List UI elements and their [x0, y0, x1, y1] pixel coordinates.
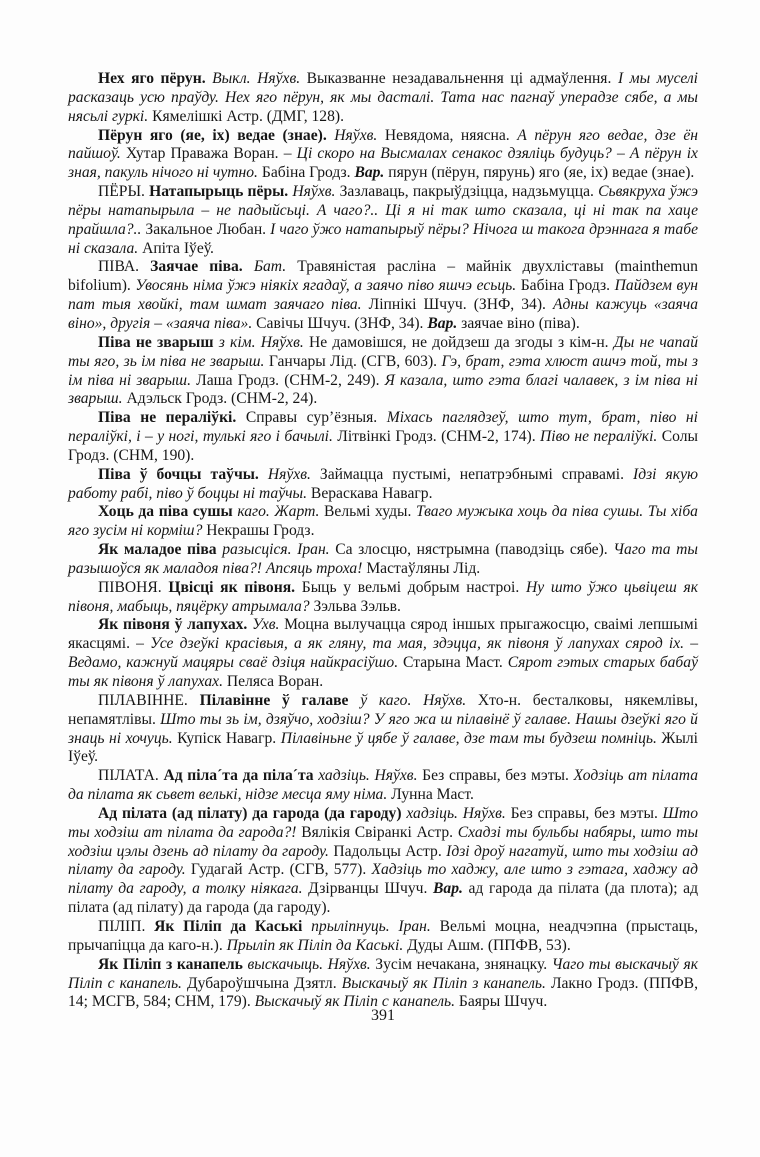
regular-run: Пеляса Воран.	[226, 673, 324, 690]
regular-run: Купіск Навагр.	[177, 729, 281, 747]
regular-run: Дзірванцы Шчуч.	[308, 880, 434, 898]
italic-run: Няўхв.	[292, 183, 340, 201]
italic-run: Піво не пераліўкі.	[540, 428, 662, 446]
italic-run: Хадзіць то хаджу, але што з гэтага, хаджу ад пілату да гароду, а толку ніякага.	[68, 861, 698, 898]
headword-bold-run: Ад пілата (ад пілату) да гарода (да гароду)	[98, 804, 407, 822]
headword-bold-run: Нех яго пёрун.	[98, 70, 213, 87]
regular-run: пярун (пёрун, пярунь) яго (яе, іх) ведае (знае).	[388, 164, 695, 182]
headword-bold-run: Пёрун яго (яе, іх) ведае (знае).	[98, 126, 335, 144]
regular-run: Жылі Іўеў.	[68, 729, 698, 766]
variant-label-run: Вар.	[433, 880, 469, 898]
italic-run: ў каго. Няўхв.	[360, 691, 478, 709]
italic-run: Міхась паглядзеў, што тут, брат, піво ні пераліўкі, і – у ногі, тулькі яго і бачылі.	[68, 409, 698, 446]
regular-run: Гудагай Астр. (СГВ, 577).	[190, 861, 372, 879]
italic-run: І мы муселі расказаць усю праўду. Нех яго пёрун, як мы дасталі. Тата нас пагнаў уперадзе сябе, а мы нясьлі гуркі.	[68, 70, 698, 125]
regular-run: ПІЛАТА.	[98, 767, 164, 785]
page-number: 391	[371, 1007, 395, 1024]
regular-run: Бабіна Гродз.	[520, 277, 615, 295]
headword-bold-run: Натапырыць пёры.	[149, 183, 293, 201]
italic-run: Ідзі дроў нагатуй, што ты ходзіш ад пілату да гароду.	[68, 842, 698, 879]
italic-run: Тваго мужыка хоць да піва сушы. Ты хіба яго зусім ні корміш?	[68, 503, 698, 540]
headword-bold-run: Цвісці як півоня.	[168, 578, 302, 596]
dictionary-entry	[68, 541, 698, 579]
headword-bold-run: Піва не пераліўкі.	[98, 409, 246, 427]
italic-run: выскачыць. Няўхв.	[247, 955, 376, 973]
regular-run: Выказванне незадавальнення ці адмаўлення.	[306, 70, 618, 87]
regular-run: Зазлаваць, пакрыўдзіцца, надзьмуцца.	[339, 183, 599, 201]
headword-bold-run: Заячае піва.	[150, 258, 254, 276]
regular-run: Зэльва Зэльв.	[313, 597, 401, 615]
regular-run: Дубароўшчына Дзятл.	[187, 974, 342, 992]
regular-run: Травяністая расліна – майнік двухліставы (mainthemun bifolium).	[68, 258, 698, 295]
regular-run: Быць у вельмі добрым настроі.	[301, 578, 526, 596]
italic-run: хадзіць. Няўхв.	[406, 804, 511, 822]
dictionary-entry	[68, 616, 698, 691]
dictionary-entry	[68, 258, 698, 333]
regular-run: Падольцы Астр.	[333, 842, 447, 860]
regular-run: Адэльск Гродз. (СНМ-2, 24).	[126, 390, 318, 408]
italic-run: Чаго ты выскачыў як Піліп с канапель.	[68, 955, 699, 992]
headword-bold-run: Як Піліп з канапель	[98, 955, 248, 973]
italic-run: Ды не чапай ты яго, зь ім піва не зварыш.	[68, 333, 698, 370]
italic-run: А пёрун яго ведае, дзе ён пайшоў.	[68, 126, 698, 163]
headword-bold-run: Як маладое піва	[98, 541, 223, 559]
variant-label-run: Вар.	[427, 314, 462, 332]
regular-run: заячае віно (піва).	[461, 314, 580, 332]
dictionary-entry	[68, 956, 698, 1013]
italic-run: Сярот гэтых старых бабаў ты як півоня ў лапухах.	[68, 654, 698, 690]
regular-run: ПІВА.	[98, 258, 151, 276]
dictionary-entry	[68, 70, 698, 127]
italic-run: Адны кажуць «заяча віно», другія – «заяча піва».	[68, 296, 698, 332]
italic-run: Я казала, што гэта благі чалавек, з ім піва ні зварыш.	[68, 371, 698, 408]
italic-run: Увосянь німа ўжэ ніякіх ягадаў, а заячо піво яшчэ есьць.	[135, 277, 521, 295]
regular-run: Некрашы Гродз.	[206, 522, 315, 540]
headword-bold-run: Піва ў бочцы таўчы.	[98, 465, 268, 483]
italic-run: Ходзіць ат пілата да пілата як сьвет велькі, нідзе месца яму німа.	[68, 767, 698, 804]
regular-run: Без справы, без мэты.	[422, 767, 574, 785]
italic-run: Выскачыў як Піліп с канапель.	[254, 993, 459, 1011]
regular-run: Апіта Іўеў.	[142, 239, 214, 257]
regular-run: Зусім нечакана, знянацку.	[375, 955, 552, 973]
regular-run: Кямелішкі Астр. (ДМГ, 128).	[152, 107, 344, 125]
headword-bold-run: Як Піліп да Каські	[154, 917, 312, 935]
italic-run: Няўхв.	[267, 465, 320, 483]
italic-run: Ну што ўжо цьвіцеш як півоня, мабыць, пяцёрку атрымала?	[68, 578, 698, 615]
regular-run: Мастаўляны Лід.	[366, 559, 481, 577]
italic-run: каго. Жарт.	[237, 503, 325, 521]
regular-run: Вялікія Свіранкі Астр.	[301, 823, 458, 841]
italic-run: Прыліп як Піліп да Каські.	[226, 936, 408, 954]
regular-run: ПІВОНЯ.	[98, 578, 169, 596]
regular-run: Лаша Гродз. (СНМ-2, 249).	[196, 371, 385, 389]
headword-bold-run: Піва не зварыш	[98, 333, 219, 351]
italic-run: прыліпнуць. Іран.	[311, 917, 440, 935]
dictionary-entry	[68, 805, 698, 918]
italic-run: Чаго та ты разышоўся як маладоя піва?! Апсяць троха!	[68, 541, 698, 577]
italic-run: Выскачыў як Піліп з канапель.	[341, 974, 551, 992]
regular-run: Справы сур’ёзныя.	[245, 409, 387, 427]
regular-run: Вельмі моцна, неадчэпна (прыстаць, прычапіцца да каго-н.).	[68, 917, 698, 954]
regular-run: Моцна вылучацца сярод іншых прыгажосцю, сваімі лепшымі якасцямі.	[68, 616, 698, 653]
dictionary-entry	[68, 334, 698, 409]
regular-run: Солы Гродз. (СНМ, 190).	[68, 428, 698, 464]
dictionary-entry	[68, 409, 698, 466]
italic-run: хадзіць. Няўхв.	[318, 767, 423, 785]
dictionary-entry	[68, 918, 698, 956]
dictionary-entry	[68, 503, 698, 541]
italic-run: Няўхв.	[334, 126, 385, 144]
variant-label-run: Вар.	[354, 164, 389, 182]
italic-run: – Ці скоро на Высмалах сенакос дзяліць будуць? – А пёрун іх зная, пакуль нічого ні чутно.	[68, 145, 698, 182]
dictionary-entry	[68, 127, 698, 184]
regular-run: Без справы, без мэты.	[510, 804, 663, 822]
regular-run: Літвінкі Гродз. (СНМ-2, 174).	[337, 428, 541, 446]
italic-run: Сьвякруха ўжэ пёры натапырыла – не падыйсьці. А чаго?.. Ці я ні так што сказала, ці ні так па хаце прайшла?..	[68, 183, 699, 238]
italic-run: І чаго ўжо натапырыў пёры? Нічога ш такога дрэннага я табе ні сказала.	[68, 220, 698, 257]
italic-run: Гэ, брат, гэта хлюст ашчэ той, ты з ім піва ні зварыш.	[68, 352, 699, 389]
regular-run: Бабіна Гродз.	[261, 164, 355, 182]
headword-bold-run: Ад піла´та да піла´та	[163, 767, 319, 785]
regular-run: Невядома, няясна.	[384, 126, 518, 144]
dictionary-entry	[68, 767, 698, 805]
regular-run: Не дамовішся, не дойдзеш да згоды з кім-н.	[308, 333, 614, 351]
italic-run: Што ты ходзіш ат пілата да гарода?!	[68, 804, 698, 841]
regular-run: Вельмі худы.	[324, 503, 416, 521]
regular-run: Лакно Гродз. (ППФВ, 14; МСГВ, 584; СНМ, 179).	[68, 974, 698, 1011]
italic-run: Схадзі ты бульбы набяры, што ты ходзіш цэлы дзень ад пілату да гароду.	[68, 823, 698, 860]
regular-run: Са злосцю, нястрымна (паводзіць сябе).	[335, 541, 614, 559]
regular-run: Дуды Ашм. (ППФВ, 53).	[407, 936, 571, 954]
regular-run: Старына Маст.	[403, 654, 508, 672]
regular-run: Ліпнікі Шчуч. (ЗНФ, 34).	[368, 296, 553, 314]
regular-run: Хутар Праважа Воран.	[125, 145, 284, 163]
headword-bold-run: Пілавінне ў галаве	[199, 691, 361, 709]
italic-run: Ухв.	[252, 616, 285, 634]
italic-run: Выкл. Няўхв.	[212, 70, 307, 87]
italic-run: Пілавіньне ў цябе ў галаве, дзе там ты будзеш помніць.	[280, 729, 662, 747]
dictionary-entry	[68, 466, 698, 504]
dictionary-entry	[68, 692, 698, 767]
regular-run: Ганчары Лід. (СГВ, 603).	[268, 352, 442, 370]
regular-run: ПІЛІП.	[98, 917, 155, 935]
regular-run: Займацца пустымі, непатрэбнымі справамі.	[319, 465, 634, 483]
regular-run: ПІЛАВІННЕ.	[98, 691, 200, 709]
dictionary-entry	[68, 183, 698, 258]
italic-run: Пайдзем вун пат тыя хвойкі, там шмат заячаго піва.	[68, 277, 698, 314]
italic-run: Бат.	[253, 258, 298, 276]
regular-run: Закальное Любан.	[145, 220, 271, 238]
italic-run: разысціся. Іран.	[222, 541, 336, 559]
dictionary-entry	[68, 579, 698, 617]
regular-run: Хто-н. бесталковы, някемлівы, непамятлівы.	[68, 691, 698, 728]
italic-run: Што ты зь ім, дзяўчо, ходзіш? У яго жа ш пілавінё ў галаве. Нашы дзеўкі яго й знаць ні хочуць.	[68, 710, 698, 747]
headword-bold-run: Хоць да піва сушы	[98, 503, 238, 521]
regular-run: Савічы Шчуч. (ЗНФ, 34).	[256, 314, 428, 332]
regular-run: Баяры Шчуч.	[458, 993, 548, 1011]
italic-run: Ідзі якую работу рабі, піво ў боццы ні таўчы.	[68, 465, 699, 502]
regular-run: Лунна Маст.	[391, 786, 474, 804]
regular-run: ад гарода да пілата (да плота); ад пілата (ад пілату) да гарода (да гароду).	[68, 880, 698, 917]
italic-run: – Усе дзеўкі красівыя, а як гляну, та мая, здэцца, як півоня ў лапухах сярод іх. – Ведамо, кажнуй мацяры сваё дзіця найкрасіўшо.	[68, 635, 698, 672]
dictionary-entries-container	[68, 70, 698, 1012]
regular-run: ПЁРЫ.	[98, 183, 150, 201]
headword-bold-run: Як півоня ў лапухах.	[98, 616, 253, 634]
regular-run: Вераскава Навагр.	[310, 484, 433, 502]
italic-run: з кім. Няўхв.	[218, 333, 309, 351]
